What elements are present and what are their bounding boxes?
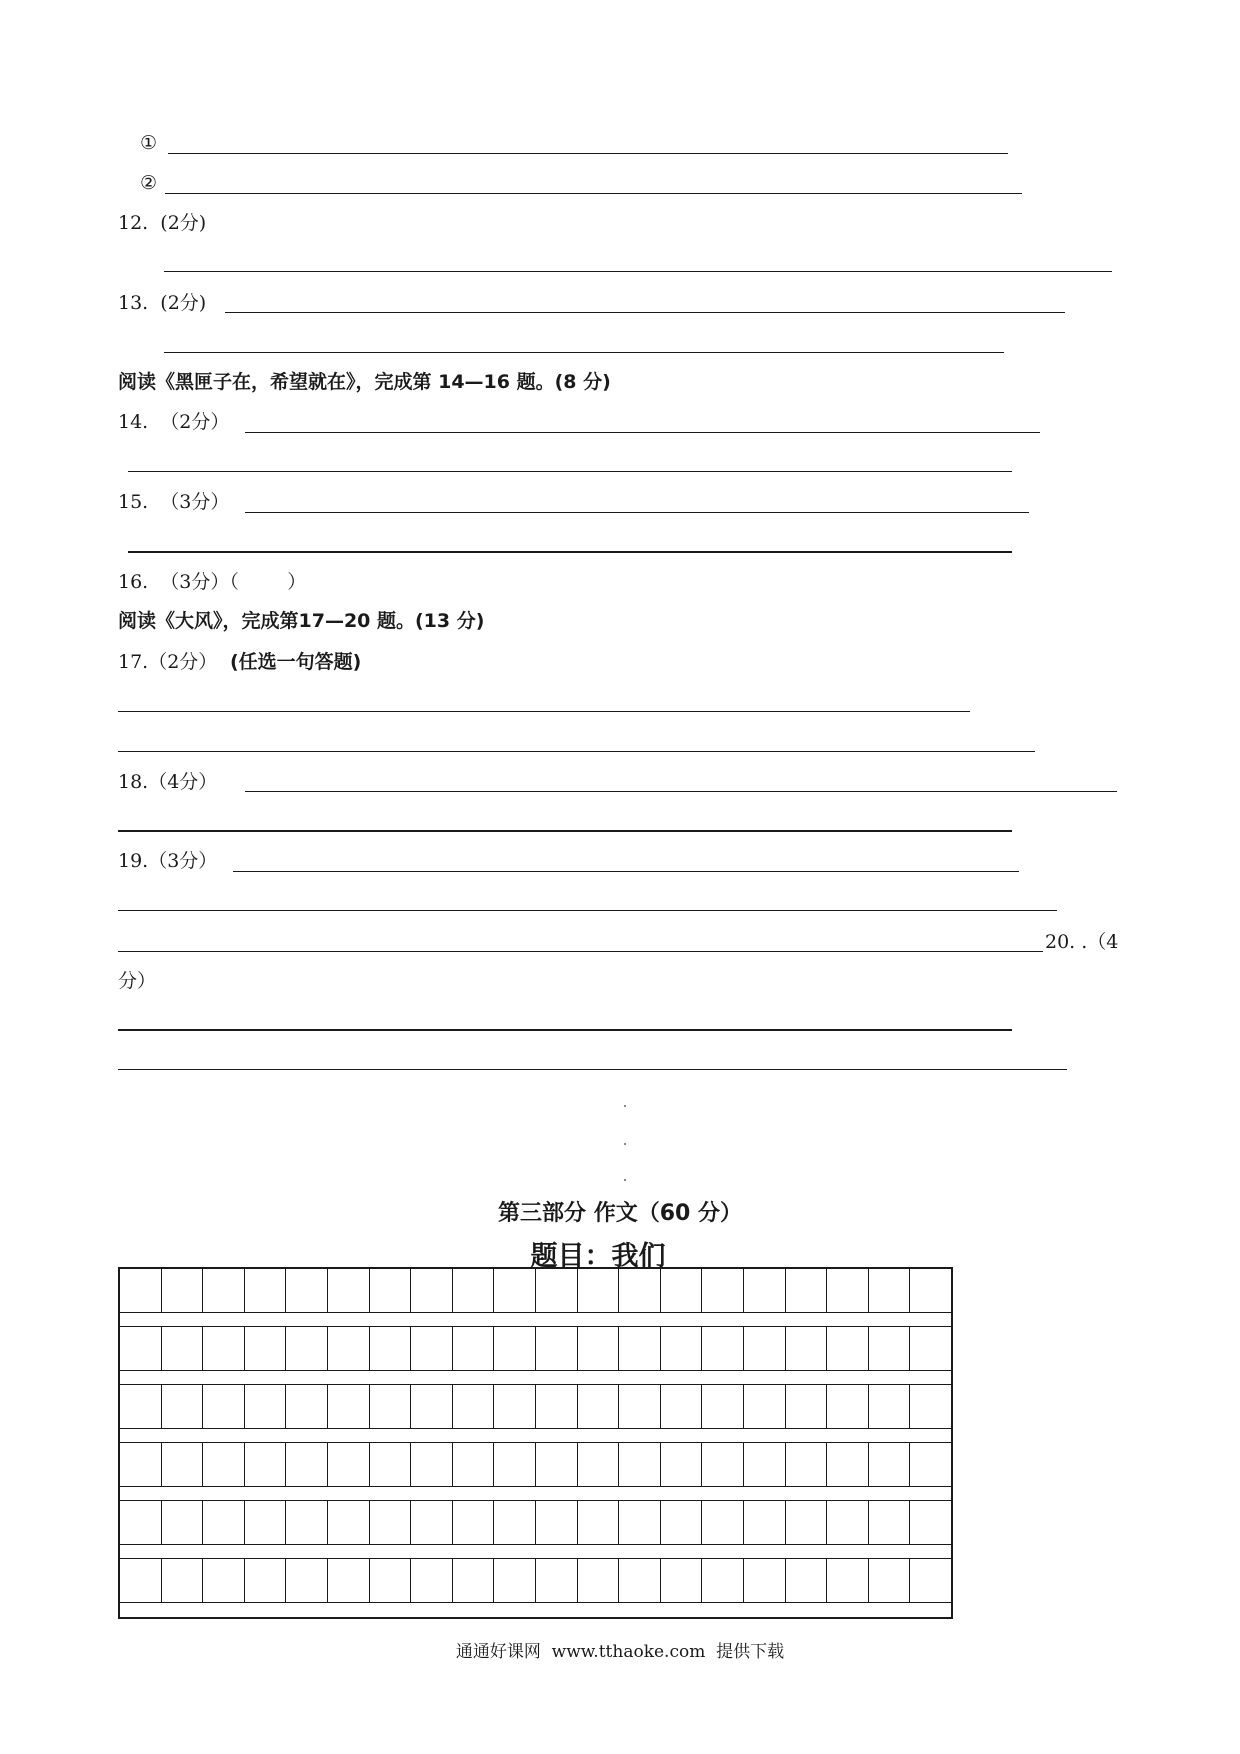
- grid-cell[interactable]: [411, 1501, 453, 1545]
- grid-cell[interactable]: [702, 1559, 744, 1603]
- grid-cell[interactable]: [370, 1443, 412, 1487]
- grid-cell[interactable]: [120, 1501, 162, 1545]
- grid-cell[interactable]: [286, 1327, 328, 1371]
- grid-cell[interactable]: [162, 1385, 204, 1429]
- grid-cell[interactable]: [328, 1385, 370, 1429]
- grid-row-gap: [120, 1603, 951, 1617]
- grid-cell[interactable]: [286, 1443, 328, 1487]
- grid-cell[interactable]: [328, 1327, 370, 1371]
- grid-row: [120, 1269, 951, 1313]
- footer-text: 通通好课网 www.tthaoke.com 提供下载: [455, 1642, 785, 1662]
- grid-cell[interactable]: [245, 1559, 287, 1603]
- question-20-label-continued: 分）: [118, 970, 157, 992]
- grid-cell[interactable]: [203, 1501, 245, 1545]
- grid-cell[interactable]: [162, 1327, 204, 1371]
- answer-line[interactable]: [118, 751, 1035, 752]
- grid-cell[interactable]: [827, 1269, 869, 1313]
- item-2-label: ②: [140, 172, 158, 194]
- grid-cell[interactable]: [827, 1327, 869, 1371]
- grid-cell[interactable]: [162, 1559, 204, 1603]
- answer-line[interactable]: [233, 871, 1019, 872]
- grid-cell[interactable]: [786, 1269, 828, 1313]
- answer-line[interactable]: [118, 910, 1057, 911]
- grid-cell[interactable]: [619, 1385, 661, 1429]
- grid-cell[interactable]: [411, 1327, 453, 1371]
- grid-cell[interactable]: [162, 1269, 204, 1313]
- grid-cell[interactable]: [910, 1269, 951, 1313]
- grid-cell[interactable]: [453, 1327, 495, 1371]
- grid-cell[interactable]: [536, 1443, 578, 1487]
- grid-cell[interactable]: [619, 1327, 661, 1371]
- grid-cell[interactable]: [245, 1385, 287, 1429]
- grid-cell[interactable]: [245, 1327, 287, 1371]
- grid-cell[interactable]: [661, 1385, 703, 1429]
- answer-line[interactable]: [245, 432, 1040, 433]
- grid-cell[interactable]: [536, 1559, 578, 1603]
- grid-cell[interactable]: [702, 1443, 744, 1487]
- answer-line[interactable]: [118, 711, 970, 712]
- grid-cell[interactable]: [910, 1443, 951, 1487]
- grid-cell[interactable]: [286, 1501, 328, 1545]
- section-heading-17-20: 阅读《大风》，完成第17—20 题。(13 分): [118, 610, 485, 632]
- dot-mark: [624, 1179, 626, 1181]
- question-19-label: 19.（3分）: [118, 850, 218, 872]
- answer-line[interactable]: [165, 193, 1022, 194]
- answer-line[interactable]: [118, 830, 1012, 832]
- grid-cell[interactable]: [869, 1443, 911, 1487]
- answer-line[interactable]: [168, 153, 1008, 154]
- grid-cell[interactable]: [578, 1501, 620, 1545]
- grid-cell[interactable]: [827, 1443, 869, 1487]
- question-15-label: 15. （3分）: [118, 491, 230, 513]
- answer-line[interactable]: [245, 512, 1029, 513]
- grid-cell[interactable]: [494, 1443, 536, 1487]
- grid-cell[interactable]: [328, 1559, 370, 1603]
- answer-line[interactable]: [164, 352, 1004, 353]
- grid-cell[interactable]: [578, 1443, 620, 1487]
- grid-cell[interactable]: [411, 1269, 453, 1313]
- grid-cell[interactable]: [370, 1385, 412, 1429]
- grid-cell[interactable]: [286, 1385, 328, 1429]
- grid-cell[interactable]: [245, 1501, 287, 1545]
- grid-cell[interactable]: [910, 1327, 951, 1371]
- grid-cell[interactable]: [411, 1559, 453, 1603]
- grid-cell[interactable]: [245, 1443, 287, 1487]
- grid-row-gap: [120, 1313, 951, 1327]
- grid-row: [120, 1501, 951, 1545]
- grid-cell[interactable]: [786, 1559, 828, 1603]
- answer-line[interactable]: [225, 312, 1065, 313]
- grid-cell[interactable]: [328, 1443, 370, 1487]
- grid-cell[interactable]: [120, 1443, 162, 1487]
- grid-cell[interactable]: [702, 1501, 744, 1545]
- grid-cell[interactable]: [203, 1385, 245, 1429]
- grid-cell[interactable]: [370, 1269, 412, 1313]
- grid-cell[interactable]: [619, 1443, 661, 1487]
- grid-cell[interactable]: [661, 1443, 703, 1487]
- grid-cell[interactable]: [203, 1269, 245, 1313]
- grid-cell[interactable]: [910, 1559, 951, 1603]
- grid-cell[interactable]: [203, 1327, 245, 1371]
- dot-mark: [624, 1143, 626, 1145]
- grid-cell[interactable]: [702, 1327, 744, 1371]
- grid-cell[interactable]: [536, 1385, 578, 1429]
- grid-cell[interactable]: [453, 1559, 495, 1603]
- grid-cell[interactable]: [910, 1501, 951, 1545]
- question-17-label: 17.（2分）: [118, 651, 218, 673]
- answer-line[interactable]: [245, 791, 1117, 792]
- grid-cell[interactable]: [245, 1269, 287, 1313]
- grid-row-gap: [120, 1545, 951, 1559]
- answer-line[interactable]: [128, 551, 1012, 553]
- grid-cell[interactable]: [536, 1501, 578, 1545]
- dot-mark: [624, 1105, 626, 1107]
- grid-cell[interactable]: [370, 1327, 412, 1371]
- grid-cell[interactable]: [702, 1385, 744, 1429]
- grid-cell[interactable]: [411, 1443, 453, 1487]
- section-heading-14-16: 阅读《黑匣子在，希望就在》，完成第 14—16 题。(8 分): [118, 371, 611, 393]
- grid-cell[interactable]: [120, 1269, 162, 1313]
- grid-cell[interactable]: [869, 1559, 911, 1603]
- question-20-label: 20. .（4: [1045, 931, 1119, 953]
- composition-part-heading: 第三部分 作文（60 分）: [498, 1201, 742, 1226]
- grid-cell[interactable]: [744, 1443, 786, 1487]
- grid-cell[interactable]: [494, 1385, 536, 1429]
- grid-cell[interactable]: [453, 1443, 495, 1487]
- question-16-label[interactable]: 16. （3分）（ ）: [118, 571, 307, 593]
- grid-cell[interactable]: [536, 1327, 578, 1371]
- question-13-label: 13. (2分): [118, 292, 207, 314]
- grid-cell[interactable]: [286, 1559, 328, 1603]
- grid-cell[interactable]: [536, 1269, 578, 1313]
- grid-cell[interactable]: [827, 1385, 869, 1429]
- grid-row-gap: [120, 1429, 951, 1443]
- grid-cell[interactable]: [578, 1327, 620, 1371]
- answer-line[interactable]: [128, 471, 1012, 472]
- grid-row: [120, 1327, 951, 1371]
- grid-cell[interactable]: [328, 1501, 370, 1545]
- grid-cell[interactable]: [494, 1559, 536, 1603]
- grid-cell[interactable]: [619, 1559, 661, 1603]
- grid-cell[interactable]: [786, 1501, 828, 1545]
- grid-row: [120, 1559, 951, 1603]
- grid-cell[interactable]: [744, 1327, 786, 1371]
- grid-cell[interactable]: [162, 1501, 204, 1545]
- grid-cell[interactable]: [120, 1385, 162, 1429]
- grid-row: [120, 1443, 951, 1487]
- grid-cell[interactable]: [578, 1385, 620, 1429]
- grid-row-gap: [120, 1487, 951, 1501]
- grid-cell[interactable]: [370, 1559, 412, 1603]
- grid-cell[interactable]: [453, 1501, 495, 1545]
- grid-cell[interactable]: [494, 1269, 536, 1313]
- grid-cell[interactable]: [619, 1501, 661, 1545]
- item-1-label: ①: [140, 132, 158, 154]
- question-17-note: (任选一句答题): [230, 651, 362, 673]
- grid-cell[interactable]: [453, 1385, 495, 1429]
- grid-row: [120, 1385, 951, 1429]
- grid-cell[interactable]: [162, 1443, 204, 1487]
- grid-cell[interactable]: [411, 1385, 453, 1429]
- grid-cell[interactable]: [203, 1559, 245, 1603]
- question-12-label: 12. (2分): [118, 212, 207, 234]
- grid-cell[interactable]: [494, 1327, 536, 1371]
- grid-cell[interactable]: [661, 1559, 703, 1603]
- composition-writing-grid[interactable]: [118, 1267, 953, 1619]
- grid-cell[interactable]: [869, 1327, 911, 1371]
- answer-line[interactable]: [118, 951, 1043, 952]
- grid-cell[interactable]: [786, 1385, 828, 1429]
- grid-cell[interactable]: [203, 1443, 245, 1487]
- grid-cell[interactable]: [120, 1327, 162, 1371]
- grid-cell[interactable]: [120, 1559, 162, 1603]
- grid-cell[interactable]: [869, 1385, 911, 1429]
- composition-title: 题目：我们: [530, 1241, 666, 1272]
- grid-cell[interactable]: [286, 1269, 328, 1313]
- grid-cell[interactable]: [661, 1269, 703, 1313]
- grid-cell[interactable]: [786, 1327, 828, 1371]
- grid-cell[interactable]: [744, 1559, 786, 1603]
- grid-cell[interactable]: [744, 1501, 786, 1545]
- grid-cell[interactable]: [370, 1501, 412, 1545]
- grid-cell[interactable]: [786, 1443, 828, 1487]
- grid-cell[interactable]: [827, 1559, 869, 1603]
- grid-cell[interactable]: [578, 1559, 620, 1603]
- grid-cell[interactable]: [661, 1327, 703, 1371]
- grid-cell[interactable]: [661, 1501, 703, 1545]
- answer-line[interactable]: [118, 1029, 1012, 1031]
- question-18-label: 18.（4分）: [118, 771, 218, 793]
- answer-line[interactable]: [118, 1069, 1067, 1070]
- grid-row-gap: [120, 1371, 951, 1385]
- grid-cell[interactable]: [619, 1269, 661, 1313]
- grid-cell[interactable]: [827, 1501, 869, 1545]
- grid-cell[interactable]: [578, 1269, 620, 1313]
- grid-cell[interactable]: [328, 1269, 370, 1313]
- grid-cell[interactable]: [494, 1501, 536, 1545]
- answer-line[interactable]: [164, 271, 1112, 272]
- question-14-label: 14. （2分）: [118, 411, 230, 433]
- grid-cell[interactable]: [910, 1385, 951, 1429]
- grid-cell[interactable]: [453, 1269, 495, 1313]
- grid-cell[interactable]: [702, 1269, 744, 1313]
- grid-cell[interactable]: [869, 1501, 911, 1545]
- grid-cell[interactable]: [744, 1269, 786, 1313]
- grid-cell[interactable]: [869, 1269, 911, 1313]
- grid-cell[interactable]: [744, 1385, 786, 1429]
